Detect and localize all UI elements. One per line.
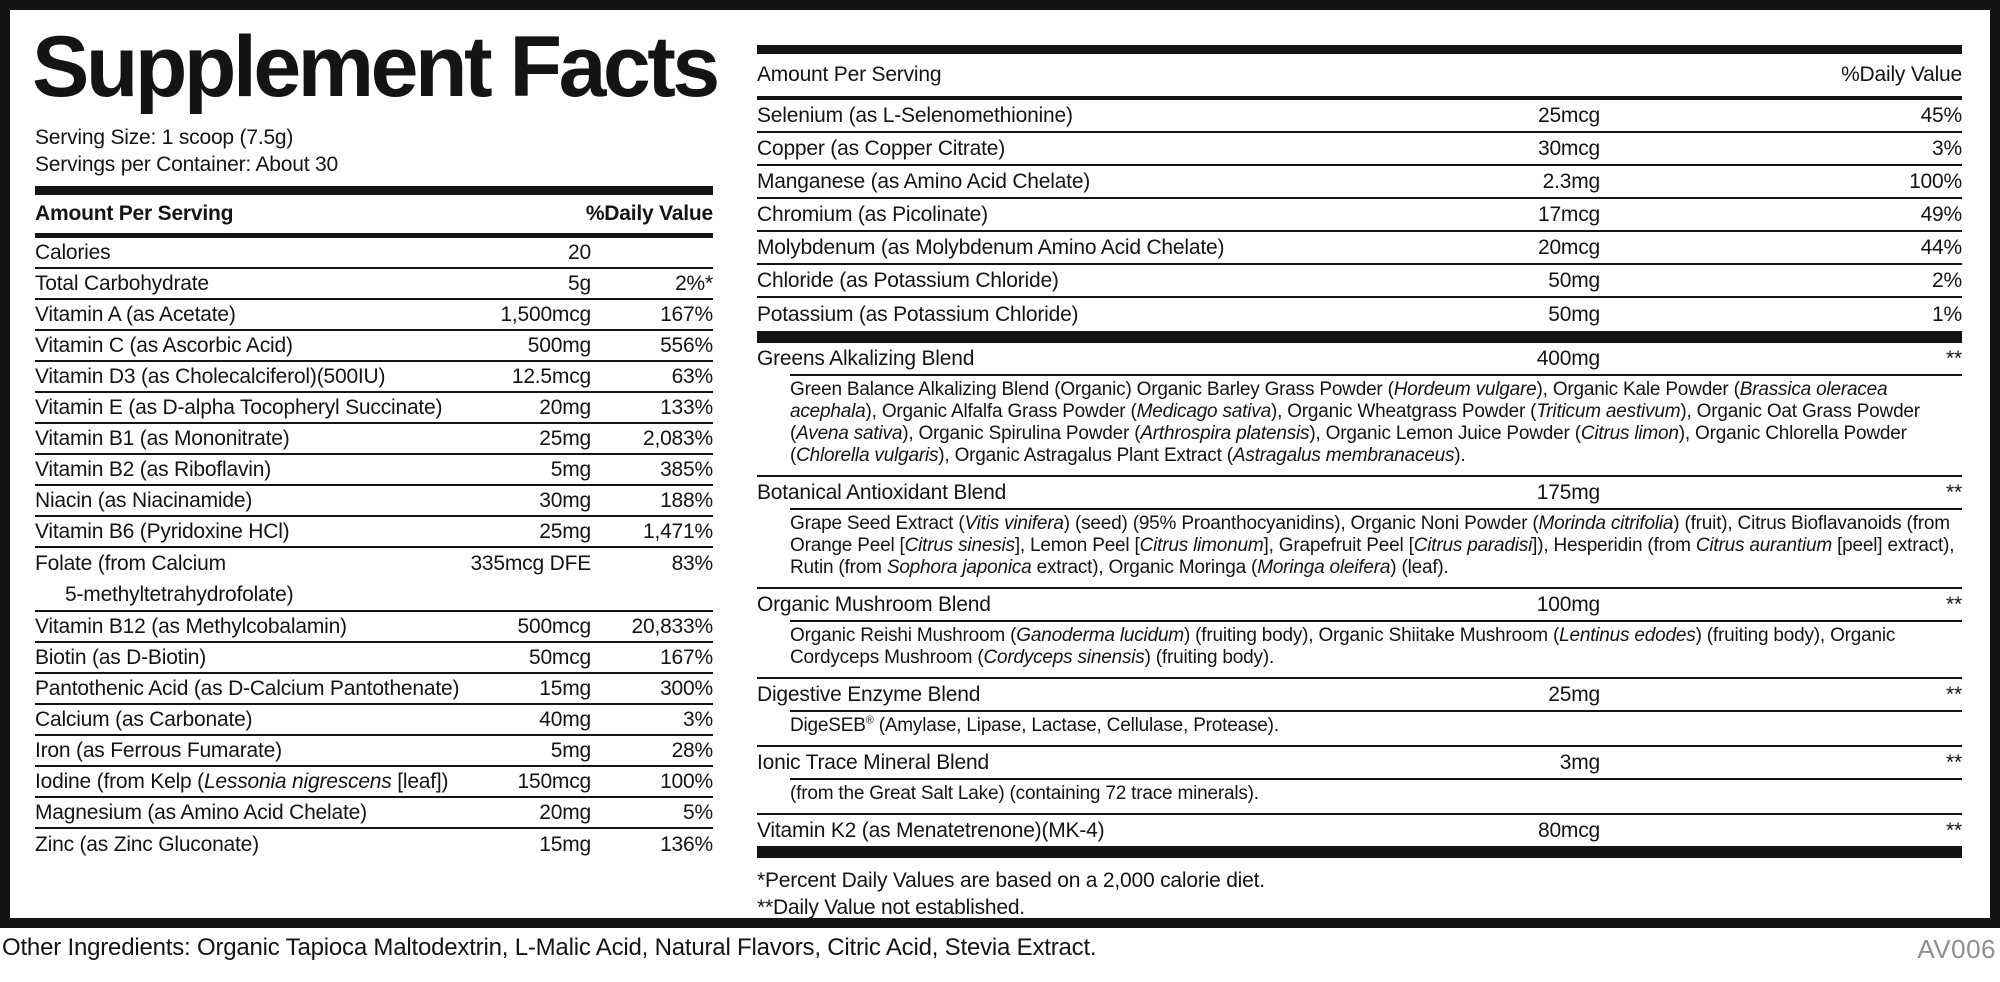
nutrient-amount: 1,500mcg — [500, 302, 591, 326]
blend-amount: 25mg — [1548, 682, 1600, 706]
nutrient-amount: 30mcg — [1537, 136, 1600, 160]
nutrient-amount: 15mg — [539, 832, 591, 856]
blend-name: Botanical Antioxidant Blend — [757, 480, 1007, 504]
nutrient-name-line2: 5-methyltetrahydrofolate) — [65, 583, 294, 606]
footnote-dv-basis: *Percent Daily Values are based on a 2,000 calorie diet. — [757, 869, 1265, 892]
blend-dv: ** — [1946, 750, 1962, 774]
nutrient-name: Iron (as Ferrous Fumarate) — [35, 738, 282, 762]
nutrient-name: Vitamin D3 (as Cholecalciferol)(500IU) — [35, 364, 386, 388]
nutrient-amount: 20mcg — [1537, 235, 1600, 259]
page-title: Supplement Facts — [32, 19, 717, 115]
nutrient-amount: 25mg — [539, 426, 591, 450]
blend-row — [757, 589, 1962, 620]
nutrient-name: Zinc (as Zinc Gluconate) — [35, 832, 259, 856]
nutrient-daily-value: 28% — [671, 738, 713, 762]
blend-row — [757, 679, 1962, 710]
nutrient-row — [35, 643, 713, 674]
nutrient-row — [757, 298, 1962, 331]
header-dv-label: %Daily Value — [585, 202, 713, 225]
nutrient-name: Chloride (as Potassium Chloride) — [757, 268, 1059, 292]
servings-per-container: Servings per Container: About 30 — [35, 153, 338, 176]
nutrient-name: Potassium (as Potassium Chloride) — [757, 302, 1079, 326]
blend-name: Ionic Trace Mineral Blend — [757, 750, 989, 774]
nutrient-row — [35, 393, 713, 424]
nutrient-daily-value: 83% — [671, 552, 713, 575]
nutrient-row — [35, 486, 713, 517]
nutrient-amount: 25mcg — [1537, 103, 1600, 127]
nutrient-row — [35, 455, 713, 486]
label-footer — [2, 934, 1996, 965]
blend-row — [757, 815, 1962, 846]
blend-description: Organic Reishi Mushroom (Ganoderma lucidum) (fruiting body), Organic Shiitake Mushroom (Lentinus edodes) (fruiting body), Organic Cordyceps Mushroom (Cordyceps sinensis) (fruiting body). — [790, 625, 1896, 668]
nutrient-daily-value: 45% — [1920, 103, 1962, 127]
nutrient-daily-value: 3% — [683, 707, 713, 731]
nutrient-daily-value: 63% — [671, 364, 713, 388]
nutrient-amount: 20 — [568, 240, 591, 264]
blend-description: Green Balance Alkalizing Blend (Organic) Organic Barley Grass Powder (Hordeum vulgare), Organic Kale Powder (Brassica oleracea acephala), Organic Alfalfa Grass Powder (Medicago sativa), Organic Wheatgrass Powder (Triticum aestivum), Organic Oat Grass Powder (Avena sativa), Organic Spirulina Powder (Arthrospira platensis), Organic Lemon Juice Powder (Citrus limon), Organic Chlorella Powder (Chlorella vulgaris), Organic Astragalus Plant Extract (Astragalus membranaceus). — [790, 379, 1920, 466]
blend-amount: 80mcg — [1537, 818, 1600, 842]
nutrient-amount: 500mcg — [517, 614, 591, 638]
nutrient-name: Vitamin B1 (as Mononitrate) — [35, 426, 290, 450]
nutrient-amount: 17mcg — [1537, 202, 1600, 226]
nutrient-amount: 2.3mg — [1542, 169, 1600, 193]
nutrient-row — [35, 705, 713, 736]
nutrient-amount: 30mg — [539, 488, 591, 512]
nutrient-amount: 25mg — [539, 519, 591, 543]
nutrient-row — [35, 238, 713, 269]
footnote-dv-not-established: **Daily Value not established. — [757, 896, 1025, 919]
nutrient-row — [35, 829, 713, 860]
nutrient-amount: 12.5mcg — [511, 364, 591, 388]
nutrient-table-left — [35, 238, 713, 860]
nutrient-daily-value: 556% — [660, 333, 713, 357]
nutrient-name: Vitamin B6 (Pyridoxine HCl) — [35, 519, 290, 543]
nutrient-table-right — [757, 100, 1962, 331]
right-column — [757, 45, 1962, 921]
blend-dv: ** — [1946, 818, 1962, 842]
header-dv-label: %Daily Value — [1841, 63, 1962, 86]
nutrient-name: Magnesium (as Amino Acid Chelate) — [35, 800, 367, 824]
nutrient-daily-value: 188% — [660, 488, 713, 512]
nutrient-daily-value: 136% — [660, 832, 713, 856]
footnotes — [757, 867, 1962, 921]
nutrient-daily-value: 2%* — [675, 271, 713, 295]
nutrient-name: Chromium (as Picolinate) — [757, 202, 988, 226]
section-divider — [757, 331, 1962, 343]
nutrient-daily-value: 3% — [1932, 136, 1962, 160]
blend-amount: 175mg — [1536, 480, 1600, 504]
nutrient-row — [35, 767, 713, 798]
nutrient-amount: 50mcg — [528, 645, 591, 669]
nutrient-name: Selenium (as L-Selenomethionine) — [757, 103, 1073, 127]
nutrient-name: Folate (from Calcium 5-methyltetrahydrofolate) — [35, 548, 293, 610]
nutrient-amount: 50mg — [1548, 268, 1600, 292]
nutrient-row — [35, 269, 713, 300]
nutrient-row — [35, 517, 713, 548]
blends-section — [757, 343, 1962, 846]
nutrient-daily-value: 385% — [660, 457, 713, 481]
blend-name: Greens Alkalizing Blend — [757, 346, 975, 370]
blend-row — [757, 343, 1962, 374]
nutrient-daily-value: 49% — [1920, 202, 1962, 226]
right-table-header — [757, 54, 1962, 100]
nutrient-daily-value: 20,833% — [631, 614, 713, 638]
blend-name: Vitamin K2 (as Menatetrenone)(MK-4) — [757, 818, 1105, 842]
nutrient-row — [757, 199, 1962, 232]
nutrient-name: Copper (as Copper Citrate) — [757, 136, 1006, 160]
nutrient-row — [35, 331, 713, 362]
nutrient-name: Calories — [35, 240, 111, 264]
nutrient-amount: 20mg — [539, 800, 591, 824]
blend-amount: 3mg — [1559, 750, 1600, 774]
left-column — [32, 19, 717, 860]
nutrient-daily-value: 44% — [1920, 235, 1962, 259]
nutrient-daily-value: 100% — [660, 769, 713, 793]
nutrient-row — [757, 133, 1962, 166]
blend-row — [757, 747, 1962, 778]
nutrient-name: Total Carbohydrate — [35, 271, 209, 295]
nutrient-row — [35, 674, 713, 705]
nutrient-daily-value: 5% — [683, 800, 713, 824]
nutrient-daily-value: 1% — [1932, 302, 1962, 326]
nutrient-daily-value: 133% — [660, 395, 713, 419]
nutrient-amount: 5g — [568, 271, 591, 295]
nutrient-row — [35, 736, 713, 767]
nutrient-amount: 15mg — [539, 676, 591, 700]
nutrient-daily-value: 300% — [660, 676, 713, 700]
nutrient-name: Vitamin A (as Acetate) — [35, 302, 236, 326]
serving-size: Serving Size: 1 scoop (7.5g) — [35, 126, 294, 149]
nutrient-row — [757, 166, 1962, 199]
blend-dv: ** — [1946, 592, 1962, 616]
nutrient-row — [35, 548, 713, 612]
nutrient-row — [35, 362, 713, 393]
nutrient-name: Vitamin E (as D-alpha Tocopheryl Succinate) — [35, 395, 443, 419]
nutrient-amount: 335mcg DFE — [470, 552, 591, 575]
nutrient-amount: 20mg — [539, 395, 591, 419]
blend-dv: ** — [1946, 346, 1962, 370]
product-code: AV006 — [1917, 934, 1996, 964]
nutrient-amount: 50mg — [1548, 302, 1600, 326]
nutrient-row — [35, 424, 713, 455]
nutrient-daily-value: 100% — [1909, 169, 1962, 193]
header-amount-label: Amount Per Serving — [757, 63, 942, 86]
nutrient-row — [757, 232, 1962, 265]
nutrient-name: Vitamin C (as Ascorbic Acid) — [35, 333, 293, 357]
left-table-header — [35, 195, 713, 238]
blend-description: Grape Seed Extract (Vitis vinifera) (seed) (95% Proanthocyanidins), Organic Noni Powder (Morinda citrifolia) (fruit), Citrus Bioflavanoids (from Orange Peel [Citrus sinesis], Lemon Peel [Citrus limonum], Grapefruit Peel [Citrus paradisi]), Hesperidin (from Citrus aurantium [peel] extract), Rutin (from Sophora japonica extract), Organic Moringa (Moringa oleifera) (leaf). — [790, 513, 1955, 578]
divider-thick — [35, 186, 713, 195]
blend-dv: ** — [1946, 682, 1962, 706]
nutrient-daily-value: 2% — [1932, 268, 1962, 292]
nutrient-name: Vitamin B2 (as Riboflavin) — [35, 457, 272, 481]
nutrient-name: Vitamin B12 (as Methylcobalamin) — [35, 614, 347, 638]
nutrient-row — [35, 798, 713, 829]
nutrient-amount: 5mg — [550, 457, 591, 481]
divider-thick — [757, 45, 1962, 54]
nutrient-amount: 150mcg — [517, 769, 591, 793]
nutrient-name: Niacin (as Niacinamide) — [35, 488, 253, 512]
nutrient-amount: 500mg — [527, 333, 591, 357]
blend-amount: 100mg — [1536, 592, 1600, 616]
nutrient-row — [757, 100, 1962, 133]
blend-description: (from the Great Salt Lake) (containing 72 trace minerals). — [790, 783, 1259, 804]
blend-name: Digestive Enzyme Blend — [757, 682, 981, 706]
nutrient-name: Calcium (as Carbonate) — [35, 707, 253, 731]
nutrient-daily-value: 167% — [660, 645, 713, 669]
blend-row — [757, 477, 1962, 508]
nutrient-daily-value: 167% — [660, 302, 713, 326]
nutrient-row — [35, 300, 713, 331]
nutrient-name: Pantothenic Acid (as D-Calcium Pantothenate) — [35, 676, 460, 700]
blend-dv: ** — [1946, 480, 1962, 504]
header-amount-label: Amount Per Serving — [35, 202, 234, 225]
nutrient-name: Molybdenum (as Molybdenum Amino Acid Chelate) — [757, 235, 1225, 259]
nutrient-daily-value: 2,083% — [642, 426, 713, 450]
blend-amount: 400mg — [1536, 346, 1600, 370]
nutrient-name: Biotin (as D-Biotin) — [35, 645, 207, 669]
blend-description: DigeSEB® (Amylase, Lipase, Lactase, Cellulase, Protease). — [790, 714, 1279, 736]
blend-name: Organic Mushroom Blend — [757, 592, 991, 616]
nutrient-name: Manganese (as Amino Acid Chelate) — [757, 169, 1091, 193]
other-ingredients: Other Ingredients: Organic Tapioca Maltodextrin, L-Malic Acid, Natural Flavors, Citric Acid, Stevia Extract. — [2, 934, 1097, 961]
nutrient-daily-value: 1,471% — [642, 519, 713, 543]
nutrient-row — [35, 612, 713, 643]
nutrient-amount: 5mg — [550, 738, 591, 762]
section-divider — [757, 846, 1962, 858]
nutrient-row — [757, 265, 1962, 298]
nutrient-amount: 40mg — [539, 707, 591, 731]
nutrient-name: Iodine (from Kelp (Lessonia nigrescens [leaf]) — [35, 769, 449, 793]
